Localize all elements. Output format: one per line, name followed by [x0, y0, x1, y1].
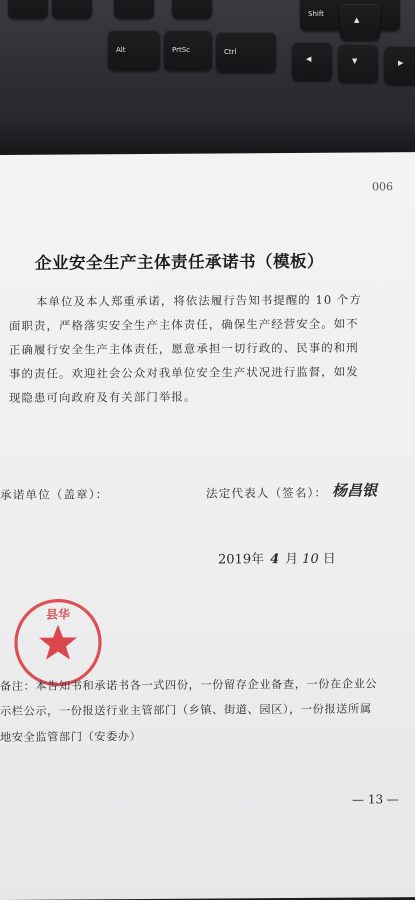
note-line-2: 示栏公示，一份报送行业主管部门（乡镇、街道、园区），一份报送所属 [0, 702, 372, 718]
company-seal [12, 596, 104, 689]
legal-representative-label: 法定代表人（签名）： [206, 485, 328, 501]
date-nian: 年 [251, 552, 265, 568]
paragraph-line-5: 现隐患可向政府及有关部门举报。 [9, 389, 197, 405]
date-ri: 日 [322, 551, 336, 567]
key-ctrl: Ctrl [216, 32, 276, 72]
signature: 杨昌银 [332, 481, 378, 500]
key-alt: Alt [108, 30, 160, 70]
paragraph-line-4: 事的责任。欢迎社会公众对我单位安全生产状况进行监督，如发 [9, 364, 359, 381]
paragraph-line-2: 面职责，严格落实安全生产主体责任，确保生产经营安全。如不 [9, 316, 359, 333]
page-code: 006 [372, 180, 393, 194]
document-title: 企业安全生产主体责任承诺书（模板） [35, 251, 324, 273]
key-slash [172, 0, 212, 18]
document-page [0, 152, 415, 900]
key-right: ▶ [384, 46, 415, 84]
keyboard-background [0, 0, 415, 165]
note-line-1: 备注：本告知书和承诺书各一式四份，一份留存企业备查，一份在企业公 [0, 677, 378, 693]
date-line [218, 548, 336, 568]
page-number: — 13 — [352, 792, 399, 807]
key-period [114, 0, 154, 18]
key-down: ▼ [338, 44, 378, 82]
key-prtsc: PrtSc [164, 30, 212, 70]
bleed-through-text [150, 453, 230, 469]
seal-text: 县华 [45, 607, 71, 622]
date-month: 4 [270, 552, 280, 568]
date-year: 2019 [218, 552, 252, 568]
paragraph-line-3: 正确履行安全生产主体责任，愿意承担一切行政的、民事的和刑 [9, 340, 359, 357]
unit-label: 承诺单位（盖章）： [0, 487, 109, 502]
paragraph-line-1: 本单位及本人郑重承诺，将依法履行告知书提醒的 10 个方 [36, 292, 362, 309]
date-yue: 月 [285, 551, 299, 568]
key-comma [52, 0, 92, 18]
key-n [8, 0, 48, 18]
key-left: ◀ [292, 42, 332, 80]
key-shift: Shift [300, 0, 400, 30]
key-up: ▲ [340, 4, 380, 40]
note-line-3: 地安全监管部门（安委办） [0, 730, 142, 744]
date-day: 10 [302, 551, 319, 567]
